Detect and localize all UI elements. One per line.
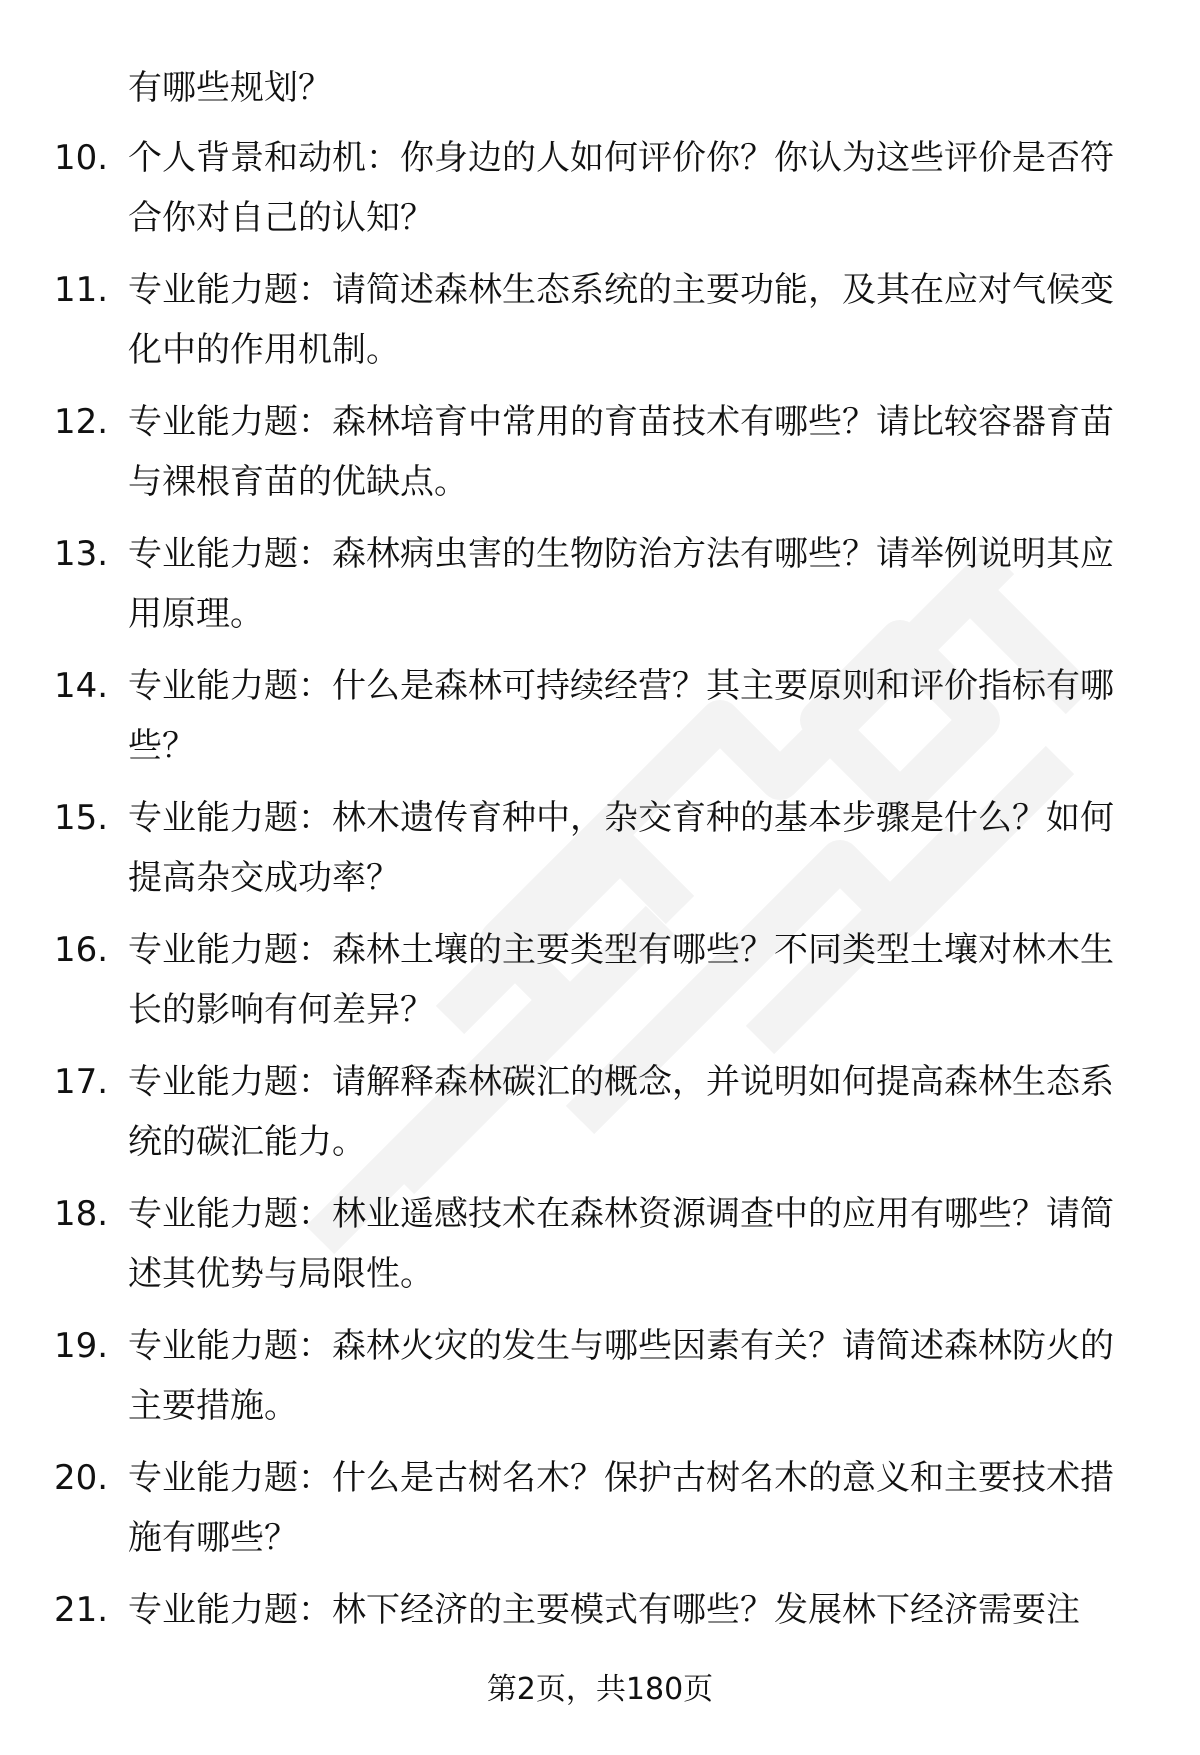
continuation-line: 有哪些规划？ [128, 68, 332, 108]
question-item [0, 788, 1200, 920]
question-item [0, 524, 1200, 656]
question-number: 15. [54, 798, 109, 838]
question-text: 专业能力题：森林火灾的发生与哪些因素有关？请简述森林防火的主要措施。 [128, 1326, 1114, 1426]
question-item [0, 1052, 1200, 1184]
question-text: 专业能力题：请解释森林碳汇的概念，并说明如何提高森林生态系统的碳汇能力。 [128, 1062, 1114, 1162]
page-footer: 第2页，共180页 [486, 1672, 714, 1707]
question-number: 13. [54, 534, 109, 574]
question-number: 12. [54, 402, 109, 442]
question-item [0, 920, 1200, 1052]
question-text: 专业能力题：森林病虫害的生物防治方法有哪些？请举例说明其应用原理。 [128, 534, 1114, 634]
question-text: 专业能力题：什么是森林可持续经营？其主要原则和评价指标有哪些？ [128, 666, 1114, 766]
question-number: 21. [54, 1590, 109, 1630]
question-number: 14. [54, 666, 109, 706]
question-item [0, 656, 1200, 788]
question-item [0, 1316, 1200, 1448]
question-text: 专业能力题：请简述森林生态系统的主要功能，及其在应对气候变化中的作用机制。 [128, 270, 1114, 370]
question-text: 专业能力题：森林土壤的主要类型有哪些？不同类型土壤对林木生长的影响有何差异？ [128, 930, 1114, 1030]
question-text: 专业能力题：林木遗传育种中，杂交育种的基本步骤是什么？如何提高杂交成功率？ [128, 798, 1114, 898]
question-item [0, 260, 1200, 392]
question-text: 专业能力题：林业遥感技术在森林资源调查中的应用有哪些？请简述其优势与局限性。 [128, 1194, 1114, 1294]
question-item [0, 392, 1200, 524]
question-item [0, 1448, 1200, 1580]
question-number: 16. [54, 930, 109, 970]
question-item [0, 128, 1200, 260]
question-number: 18. [54, 1194, 109, 1234]
question-item [0, 1184, 1200, 1316]
question-text: 专业能力题：什么是古树名木？保护古树名木的意义和主要技术措施有哪些？ [128, 1458, 1114, 1558]
question-text: 个人背景和动机：你身边的人如何评价你？你认为这些评价是否符合你对自己的认知？ [128, 138, 1114, 238]
question-number: 10. [54, 138, 109, 178]
question-number: 20. [54, 1458, 109, 1498]
question-list [0, 128, 1200, 1712]
question-number: 17. [54, 1062, 109, 1102]
question-number: 19. [54, 1326, 109, 1366]
question-text: 专业能力题：森林培育中常用的育苗技术有哪些？请比较容器育苗与裸根育苗的优缺点。 [128, 402, 1114, 502]
question-text: 专业能力题：林下经济的主要模式有哪些？发展林下经济需要注 [128, 1590, 1080, 1630]
question-number: 11. [54, 270, 109, 310]
